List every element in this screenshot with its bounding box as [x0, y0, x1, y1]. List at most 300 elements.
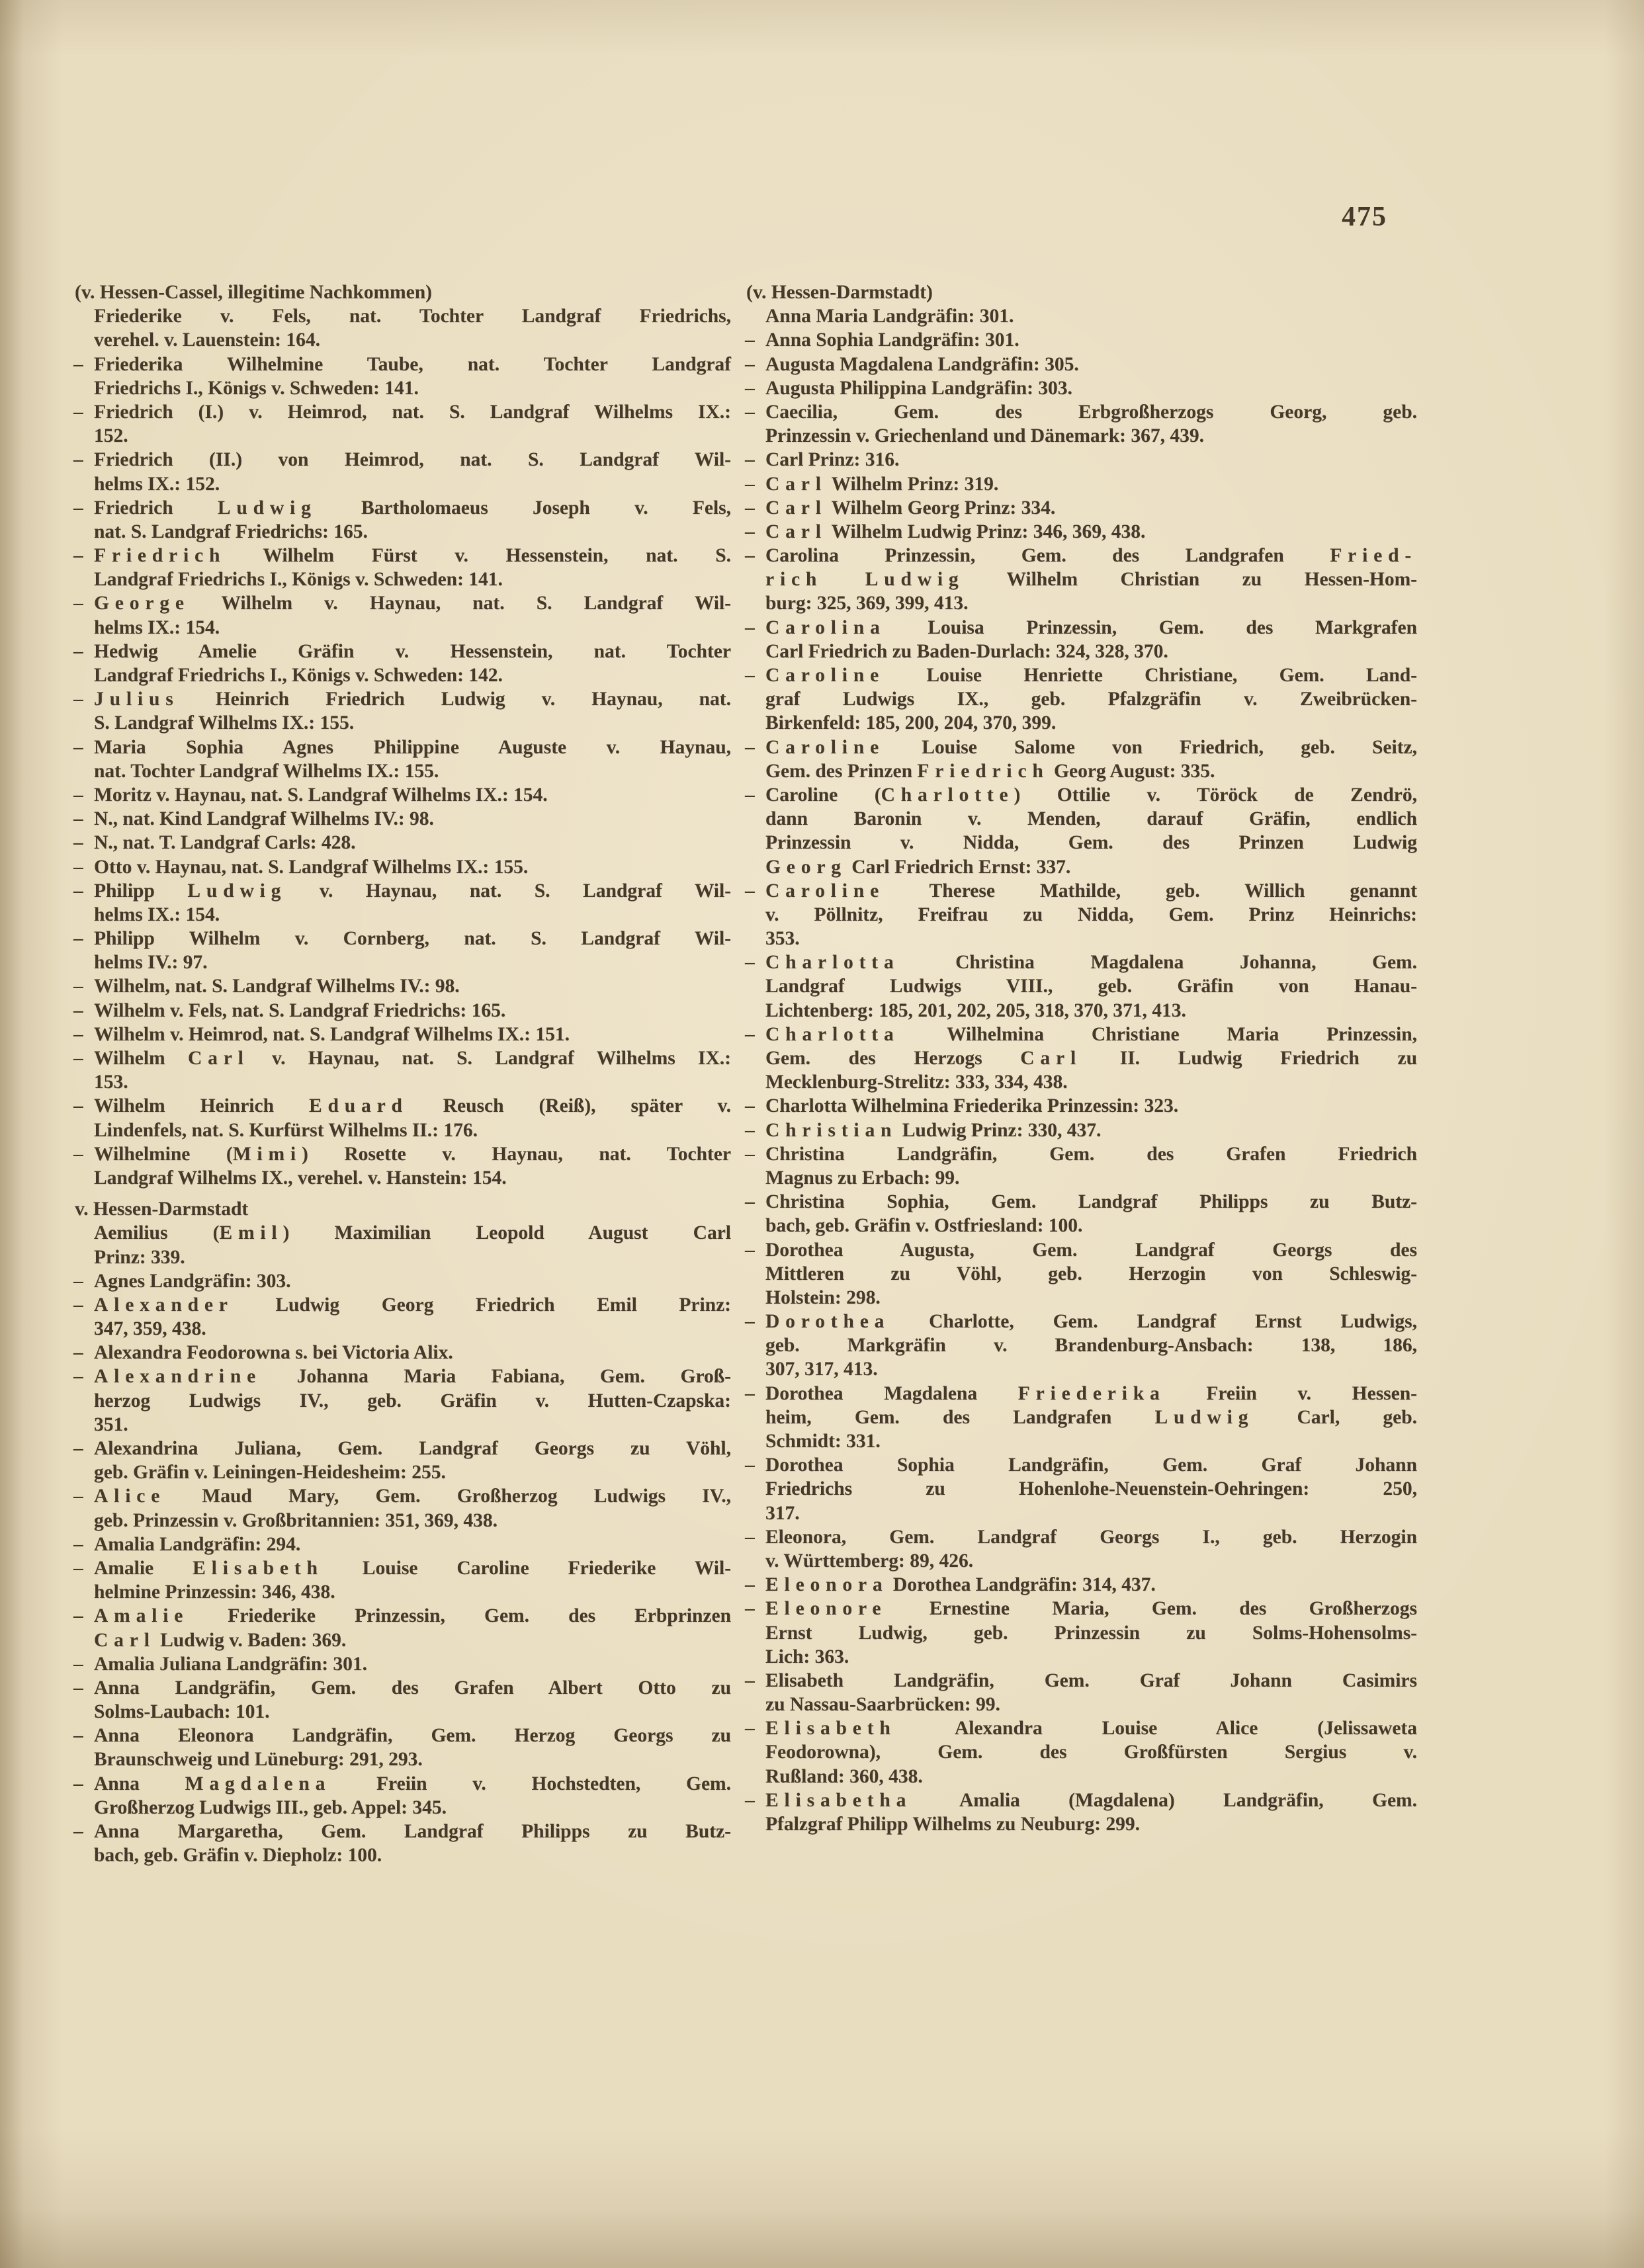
letterspaced-name: Charlotte — [881, 784, 1014, 806]
entry-dash: – — [745, 449, 755, 471]
index-entry — [745, 735, 1417, 783]
entry-dash: – — [73, 1486, 83, 1507]
index-entry — [73, 807, 731, 831]
entry-line: zu Nassau-Saarbrücken: 99. — [765, 1694, 1000, 1716]
index-entry — [73, 1533, 731, 1556]
entry-line: Friedrichs zu Hohenlohe-Neuenstein-Oehringen: 250, — [765, 1478, 1417, 1500]
entry-line: Mittleren zu Vöhl, geb. Herzogin von Schleswig- — [765, 1263, 1417, 1284]
entry-line: Philipp Ludwig v. Haynau, nat. S. Landgraf Wil- — [94, 880, 732, 902]
letterspaced-name: Alexander — [94, 1294, 234, 1316]
index-entry — [73, 855, 731, 879]
entry-line: v. Hessen-Darmstadt — [75, 1198, 249, 1220]
index-entry — [73, 1604, 731, 1652]
section-header — [746, 280, 1417, 304]
entry-dash: – — [745, 1598, 755, 1620]
entry-line: Alexandrina Juliana, Gem. Landgraf Georgs zu Vöhl, — [94, 1438, 731, 1459]
entry-line: Charlotta Wilhelmina Friederika Prinzessin: 323. — [765, 1095, 1179, 1117]
entry-line: Amalia Juliana Landgräfin: 301. — [94, 1653, 368, 1675]
entry-dash: – — [745, 1311, 755, 1333]
entry-line: 347, 359, 438. — [94, 1318, 206, 1340]
entry-line: geb. Prinzessin v. Großbritannien: 351, 369, 438. — [94, 1509, 498, 1531]
entry-dash: – — [73, 1095, 83, 1117]
index-entry — [745, 879, 1417, 951]
entry-line: Anna Magdalena Freiin v. Hochstedten, Gem. — [94, 1773, 731, 1794]
index-entry — [73, 1437, 731, 1484]
entry-dash: – — [73, 1557, 83, 1579]
entry-line: helms IX.: 154. — [94, 616, 220, 638]
entry-line: Friedrich (I.) v. Heimrod, nat. S. Landgraf Wilhelms IX.: — [94, 401, 731, 423]
entry-line: Gem. des Herzogs Carl II. Ludwig Friedrich zu — [765, 1048, 1417, 1069]
letterspaced-name: Ludwig — [865, 569, 965, 591]
entry-line: Landgraf Friedrichs I., Königs v. Schweden: 142. — [94, 665, 503, 686]
entry-line: 307, 317, 413. — [765, 1359, 878, 1380]
index-entry — [73, 1724, 731, 1771]
entry-dash: – — [745, 1023, 755, 1045]
entry-line: Otto v. Haynau, nat. S. Landgraf Wilhelms IX.: 155. — [94, 856, 529, 878]
entry-dash: – — [73, 832, 83, 854]
entry-line: Christian Ludwig Prinz: 330, 437. — [765, 1119, 1102, 1141]
entry-line: Carl Friedrich zu Baden-Durlach: 324, 328, 370. — [765, 640, 1168, 662]
entry-dash: – — [73, 1725, 83, 1747]
entry-line: Prinz: 339. — [94, 1246, 185, 1268]
entry-line: Charlotta Wilhelmina Christiane Maria Prinzessin, — [765, 1023, 1417, 1045]
entry-dash: – — [745, 1574, 755, 1596]
letterspaced-name: Emil — [219, 1222, 283, 1244]
entry-dash: – — [73, 1677, 83, 1699]
entry-dash: – — [745, 1095, 755, 1117]
entry-line: Dorothea Magdalena Friederika Freiin v. Hessen- — [765, 1382, 1417, 1404]
entry-dash: – — [73, 856, 83, 878]
letterspaced-name: Carl — [765, 473, 827, 495]
entry-dash: – — [745, 1454, 755, 1476]
entry-dash: – — [745, 353, 755, 375]
index-column-right — [746, 280, 1417, 1836]
letterspaced-name: George — [94, 593, 190, 614]
entry-dash: – — [745, 1119, 755, 1141]
entry-line: Gem. des Prinzen Friedrich Georg August: 335. — [765, 760, 1215, 782]
entry-line: Wilhelm Carl v. Haynau, nat. S. Landgraf Wilhelms IX.: — [94, 1048, 731, 1069]
letterspaced-name: Carl — [187, 1048, 249, 1069]
letterspaced-name: rich — [765, 569, 823, 591]
entry-line: Carolina Prinzessin, Gem. des Landgrafen Fried- — [765, 545, 1417, 567]
entry-line: Landgraf Friedrichs I., Königs v. Schweden: 141. — [94, 569, 503, 591]
entry-line: Feodorowna), Gem. des Großfürsten Sergius v. — [765, 1742, 1417, 1763]
entry-line: Friedrichs I., Königs v. Schweden: 141. — [94, 377, 419, 399]
index-entry — [745, 376, 1417, 400]
index-entry — [745, 783, 1417, 879]
entry-line: Eleonora, Gem. Landgraf Georgs I., geb. Herzogin — [765, 1526, 1417, 1548]
index-entry — [745, 520, 1417, 544]
index-entry — [745, 353, 1417, 376]
entry-line: Caroline (Charlotte) Ottilie v. Töröck de Zendrö, — [765, 784, 1417, 806]
index-entry — [745, 1118, 1417, 1142]
entry-line: Philipp Wilhelm v. Cornberg, nat. S. Landgraf Wil- — [94, 928, 731, 950]
entry-line: Lindenfels, nat. S. Kurfürst Wilhelms II.: 176. — [94, 1119, 478, 1141]
entry-dash: – — [73, 1366, 83, 1388]
index-entry — [73, 544, 731, 591]
entry-line: Caroline Louise Henriette Christiane, Gem. Land- — [765, 665, 1417, 686]
index-entry — [745, 496, 1417, 520]
entry-dash: – — [73, 928, 83, 950]
entry-line: Braunschweig und Lüneburg: 291, 293. — [94, 1749, 423, 1771]
entry-line: Prinzessin v. Griechenland und Dänemark: 367, 439. — [765, 425, 1204, 447]
entry-dash: – — [73, 808, 83, 830]
entry-dash: – — [745, 880, 755, 902]
entry-line: rich Ludwig Wilhelm Christian zu Hessen-Hom- — [765, 569, 1418, 591]
entry-line: Alexandra Feodorowna s. bei Victoria Alix. — [94, 1342, 453, 1364]
entry-dash: – — [745, 473, 755, 495]
entry-line: Prinzessin v. Nidda, Gem. des Prinzen Ludwig — [765, 832, 1417, 854]
letterspaced-name: Ludwig — [217, 497, 317, 519]
entry-dash: – — [73, 999, 83, 1021]
index-entry — [745, 1382, 1417, 1454]
index-entry — [745, 328, 1417, 352]
entry-line: 317. — [765, 1502, 800, 1524]
entry-dash: – — [73, 1270, 83, 1292]
entry-dash: – — [745, 497, 755, 519]
letterspaced-name: Magdalena — [185, 1773, 331, 1794]
entry-line: Christina Landgräfin, Gem. des Grafen Friedrich — [765, 1143, 1417, 1165]
entry-dash: – — [73, 1048, 83, 1069]
entry-line: Wilhelm v. Heimrod, nat. S. Landgraf Wilhelms IX.: 151. — [94, 1023, 570, 1045]
entry-line: bach, geb. Gräfin v. Ostfriesland: 100. — [765, 1215, 1083, 1237]
entry-line: heim, Gem. des Landgrafen Ludwig Carl, geb. — [765, 1406, 1417, 1428]
entry-line: Amalie Elisabeth Louise Caroline Friederike Wil- — [94, 1557, 732, 1579]
entry-line: Carl Wilhelm Prinz: 319. — [765, 473, 999, 495]
index-entry — [73, 783, 731, 807]
index-entry — [765, 304, 1417, 328]
entry-line: (v. Hessen-Darmstadt) — [746, 282, 933, 303]
index-entry — [73, 400, 731, 448]
entry-line: helms IV.: 97. — [94, 952, 208, 974]
entry-line: dann Baronin v. Menden, darauf Gräfin, endlich — [765, 808, 1417, 830]
entry-line: bach, geb. Gräfin v. Diepholz: 100. — [94, 1845, 382, 1867]
index-entry — [73, 496, 731, 544]
entry-dash: – — [745, 952, 755, 974]
entry-line: Caecilia, Gem. des Erbgroßherzogs Georg, geb. — [765, 401, 1417, 423]
page-number: 475 — [1342, 202, 1387, 232]
entry-line: Wilhelm, nat. S. Landgraf Wilhelms IV.: 98. — [94, 976, 460, 997]
letterspaced-name: Carl — [765, 497, 827, 519]
entry-line: nat. Tochter Landgraf Wilhelms IX.: 155. — [94, 760, 439, 782]
entry-line: N., nat. T. Landgraf Carls: 428. — [94, 832, 356, 854]
entry-line: 152. — [94, 425, 128, 447]
letterspaced-name: Carolina — [765, 616, 886, 638]
index-entry — [73, 1046, 731, 1094]
index-entry — [745, 1669, 1417, 1716]
entry-dash: – — [73, 545, 83, 567]
letterspaced-name: Mimi — [232, 1143, 302, 1165]
entry-line: Elisabeth Alexandra Louise Alice (Jelissaweta — [765, 1718, 1417, 1740]
entry-dash: – — [73, 784, 83, 806]
entry-line: Landgraf Wilhelms IX., verehel. v. Hanstein: 154. — [94, 1167, 507, 1189]
entry-dash: – — [73, 1438, 83, 1459]
entry-line: Carolina Louisa Prinzessin, Gem. des Markgrafen — [765, 616, 1417, 638]
letterspaced-name: Caroline — [765, 736, 885, 758]
letterspaced-name: Julius — [94, 689, 179, 710]
entry-line: 153. — [94, 1071, 128, 1093]
entry-dash: – — [745, 1526, 755, 1548]
letterspaced-name: Charlotta — [765, 952, 900, 974]
letterspaced-name: Carl — [94, 1629, 155, 1651]
entry-line: Friederika Wilhelmine Taube, nat. Tochter Landgraf — [94, 353, 731, 375]
entry-line: Friedrich Ludwig Bartholomaeus Joseph v. Fels, — [94, 497, 731, 519]
entry-dash: – — [745, 784, 755, 806]
entry-dash: – — [745, 1239, 755, 1261]
entry-line: verehel. v. Lauenstein: 164. — [94, 329, 320, 351]
entry-dash: – — [73, 1143, 83, 1165]
entry-dash: – — [73, 640, 83, 662]
entry-dash: – — [73, 976, 83, 997]
entry-dash: – — [73, 1533, 83, 1555]
entry-line: Moritz v. Haynau, nat. S. Landgraf Wilhelms IX.: 154. — [94, 784, 548, 806]
letterspaced-name: Friedrich — [917, 760, 1049, 782]
entry-dash: – — [73, 353, 83, 375]
letterspaced-name: Fried- — [1330, 545, 1417, 567]
index-entry — [73, 1365, 731, 1437]
entry-line: Alice Maud Mary, Gem. Großherzog Ludwigs IV., — [94, 1486, 731, 1507]
entry-line: Birkenfeld: 185, 200, 204, 370, 399. — [765, 712, 1057, 734]
index-entry — [745, 1023, 1417, 1095]
entry-line: Carl Wilhelm Georg Prinz: 334. — [765, 497, 1056, 519]
entry-line: N., nat. Kind Landgraf Wilhelms IV.: 98. — [94, 808, 434, 830]
letterspaced-name: Ludwig — [187, 880, 287, 902]
entry-dash: – — [73, 736, 83, 758]
index-entry — [745, 400, 1417, 448]
entry-line: 353. — [765, 928, 800, 950]
entry-dash: – — [745, 401, 755, 423]
entry-line: Großherzog Ludwigs III., geb. Appel: 345. — [94, 1796, 447, 1818]
entry-line: nat. S. Landgraf Friedrichs: 165. — [94, 521, 368, 542]
entry-dash: – — [73, 689, 83, 710]
index-entry — [73, 879, 732, 927]
letterspaced-name: Christian — [765, 1119, 898, 1141]
index-entry — [745, 1573, 1417, 1597]
index-entry — [94, 1221, 731, 1269]
section-header — [75, 1197, 731, 1221]
entry-line: Carl Wilhelm Ludwig Prinz: 346, 369, 438. — [765, 521, 1146, 542]
index-entry — [73, 640, 731, 687]
index-entry — [73, 687, 731, 735]
entry-dash: – — [745, 1718, 755, 1740]
entry-dash: – — [73, 497, 83, 519]
entry-line: Caroline Louise Salome von Friedrich, geb. Seitz, — [765, 736, 1417, 758]
index-entry — [73, 1094, 731, 1142]
letterspaced-name: Alice — [94, 1486, 166, 1507]
index-entry — [73, 591, 731, 639]
entry-line: Friedrich (II.) von Heimrod, nat. S. Landgraf Wil- — [94, 449, 731, 471]
index-entry — [73, 1676, 731, 1724]
entry-dash: – — [73, 880, 83, 902]
index-entry — [745, 472, 1417, 496]
entry-line: burg: 325, 369, 399, 413. — [765, 593, 969, 614]
letterspaced-name: Eduard — [308, 1095, 408, 1117]
index-entry — [73, 1293, 731, 1341]
letterspaced-name: Alexandrine — [94, 1366, 262, 1388]
entry-dash: – — [73, 1342, 83, 1364]
entry-line: Julius Heinrich Friedrich Ludwig v. Haynau, nat. — [94, 689, 731, 710]
index-column-left — [75, 280, 731, 1867]
entry-line: helms IX.: 152. — [94, 473, 220, 495]
index-entry — [73, 1652, 731, 1676]
entry-dash: – — [73, 1773, 83, 1794]
entry-line: Georg Carl Friedrich Ernst: 337. — [765, 856, 1071, 878]
entry-line: Carl Ludwig v. Baden: 369. — [94, 1629, 347, 1651]
entry-line: Rußland: 360, 438. — [765, 1765, 923, 1787]
entry-line: Magnus zu Erbach: 99. — [765, 1167, 960, 1189]
letterspaced-name: Friedrich — [94, 545, 226, 567]
entry-line: herzog Ludwigs IV., geb. Gräfin v. Hutten-Czapska: — [94, 1390, 731, 1411]
entry-line: Landgraf Ludwigs VIII., geb. Gräfin von Hanau- — [765, 976, 1417, 997]
letterspaced-name: Friederika — [1017, 1382, 1166, 1404]
index-entry — [73, 448, 731, 495]
index-entry — [745, 1142, 1417, 1190]
letterspaced-name: Caroline — [765, 880, 885, 902]
entry-dash: – — [745, 545, 755, 567]
index-entry — [73, 1269, 731, 1293]
entry-line: helmine Prinzessin: 346, 438. — [94, 1581, 335, 1603]
entry-dash: – — [745, 1191, 755, 1213]
letterspaced-name: Ludwig — [1154, 1406, 1254, 1428]
index-entry — [73, 353, 731, 400]
entry-line: Carl Prinz: 316. — [765, 449, 900, 471]
index-entry — [73, 831, 731, 855]
entry-line: Anna Maria Landgräfin: 301. — [765, 306, 1014, 327]
entry-line: geb. Markgräfin v. Brandenburg-Ansbach: 138, 186, — [765, 1335, 1417, 1357]
index-entry — [73, 1556, 732, 1604]
entry-dash: – — [745, 377, 755, 399]
entry-dash: – — [73, 1605, 83, 1627]
entry-line: v. Württemberg: 89, 426. — [765, 1550, 974, 1572]
entry-line: Amalia Landgräfin: 294. — [94, 1533, 301, 1555]
entry-line: Augusta Magdalena Landgräfin: 305. — [765, 353, 1079, 375]
entry-dash: – — [73, 1294, 83, 1316]
entry-line: Eleonore Ernestine Maria, Gem. des Großherzogs — [765, 1598, 1417, 1620]
letterspaced-name: Elisabeth — [765, 1718, 896, 1740]
entry-line: Lich: 363. — [765, 1646, 849, 1667]
index-entry — [94, 304, 731, 352]
entry-dash: – — [745, 1789, 755, 1811]
index-entry — [73, 1341, 731, 1365]
entry-dash: – — [745, 521, 755, 542]
index-entry — [745, 448, 1417, 472]
index-entry — [73, 1142, 731, 1190]
entry-line: Hedwig Amelie Gräfin v. Hessenstein, nat. Tochter — [94, 640, 731, 662]
entry-line: George Wilhelm v. Haynau, nat. S. Landgraf Wil- — [94, 593, 731, 614]
section-header — [75, 280, 731, 304]
entry-line: Anna Landgräfin, Gem. des Grafen Albert Otto zu — [94, 1677, 731, 1699]
index-entry — [73, 735, 731, 783]
entry-line: Anna Eleonora Landgräfin, Gem. Herzog Georgs zu — [94, 1725, 731, 1747]
entry-line: Elisabeth Landgräfin, Gem. Graf Johann Casimirs — [765, 1669, 1417, 1691]
letterspaced-name: Charlotta — [765, 1023, 900, 1045]
index-entry — [745, 544, 1418, 616]
entry-line: Alexander Ludwig Georg Friedrich Emil Prinz: — [94, 1294, 731, 1316]
index-entry — [73, 1484, 731, 1532]
entry-line: Maria Sophia Agnes Philippine Auguste v. Haynau, — [94, 736, 731, 758]
index-entry — [73, 974, 731, 998]
index-entry — [745, 1716, 1417, 1788]
entry-line: Eleonora Dorothea Landgräfin: 314, 437. — [765, 1574, 1156, 1596]
letterspaced-name: Dorothea — [765, 1311, 890, 1333]
entry-line: graf Ludwigs IX., geb. Pfalzgräfin v. Zweibrücken- — [765, 689, 1417, 710]
letterspaced-name: Amalie — [94, 1605, 189, 1627]
letterspaced-name: Eleonora — [765, 1574, 888, 1596]
index-entry — [745, 1190, 1417, 1238]
entry-line: Charlotta Christina Magdalena Johanna, Gem. — [765, 952, 1417, 974]
index-entry — [745, 1238, 1417, 1310]
letterspaced-name: Eleonore — [765, 1598, 887, 1620]
entry-line: (v. Hessen-Cassel, illegitime Nachkommen) — [75, 282, 432, 303]
index-entry — [73, 1023, 731, 1046]
index-entry — [73, 1820, 731, 1867]
entry-dash: – — [745, 736, 755, 758]
index-entry — [745, 1788, 1417, 1836]
entry-line: Pfalzgraf Philipp Wilhelms zu Neuburg: 299. — [765, 1814, 1140, 1835]
entry-dash: – — [745, 616, 755, 638]
index-entry — [73, 999, 731, 1023]
entry-dash: – — [73, 1653, 83, 1675]
entry-line: Anna Margaretha, Gem. Landgraf Philipps zu Butz- — [94, 1821, 731, 1842]
entry-dash: – — [745, 1382, 755, 1404]
entry-line: helms IX.: 154. — [94, 903, 220, 925]
entry-line: Christina Sophia, Gem. Landgraf Philipps zu Butz- — [765, 1191, 1417, 1213]
letterspaced-name: Elisabetha — [765, 1789, 912, 1811]
entry-dash: – — [745, 1669, 755, 1691]
index-entry — [73, 927, 731, 974]
letterspaced-name: Caroline — [765, 665, 885, 686]
entry-dash: – — [745, 329, 755, 351]
entry-line: Wilhelm Heinrich Eduard Reusch (Reiß), später v. — [94, 1095, 731, 1117]
entry-dash: – — [73, 449, 83, 471]
entry-line: Ernst Ludwig, geb. Prinzessin zu Solms-Hohensolms- — [765, 1622, 1417, 1644]
entry-dash: – — [73, 1821, 83, 1842]
entry-dash: – — [73, 401, 83, 423]
entry-line: Mecklenburg-Strelitz: 333, 334, 438. — [765, 1071, 1068, 1093]
entry-line: Schmidt: 331. — [765, 1431, 881, 1452]
letterspaced-name: Elisabeth — [193, 1557, 324, 1579]
index-entry — [745, 616, 1417, 663]
letterspaced-name: Carl — [765, 521, 827, 542]
index-entry — [745, 1310, 1417, 1382]
entry-dash: – — [73, 593, 83, 614]
entry-line: Alexandrine Johanna Maria Fabiana, Gem. Groß- — [94, 1366, 731, 1388]
entry-line: Dorothea Sophia Landgräfin, Gem. Graf Johann — [765, 1454, 1417, 1476]
entry-dash: – — [73, 1023, 83, 1045]
entry-line: Amalie Friederike Prinzessin, Gem. des Erbprinzen — [94, 1605, 731, 1627]
entry-dash: – — [745, 665, 755, 686]
index-entry — [745, 1094, 1417, 1118]
entry-line: Caroline Therese Mathilde, geb. Willich genannt — [765, 880, 1417, 902]
entry-line: 351. — [94, 1413, 128, 1435]
entry-line: Solms-Laubach: 101. — [94, 1701, 270, 1723]
index-entry — [73, 1772, 731, 1820]
index-entry — [745, 1597, 1417, 1669]
entry-line: geb. Gräfin v. Leiningen-Heidesheim: 255. — [94, 1462, 446, 1484]
entry-line: Elisabetha Amalia (Magdalena) Landgräfin, Gem. — [765, 1789, 1417, 1811]
entry-line: Wilhelmine (Mimi) Rosette v. Haynau, nat. Tochter — [94, 1143, 731, 1165]
entry-line: v. Pöllnitz, Freifrau zu Nidda, Gem. Prinz Heinrichs: — [765, 903, 1417, 925]
index-entry — [745, 1453, 1417, 1525]
entry-line: S. Landgraf Wilhelms IX.: 155. — [94, 712, 355, 734]
entry-dash: – — [745, 1143, 755, 1165]
entry-line: Wilhelm v. Fels, nat. S. Landgraf Friedrichs: 165. — [94, 999, 506, 1021]
index-entry — [745, 663, 1417, 735]
entry-line: Friederike v. Fels, nat. Tochter Landgraf Friedrichs, — [94, 306, 731, 327]
entry-line: Augusta Philippina Landgräfin: 303. — [765, 377, 1072, 399]
letterspaced-name: Carl — [1020, 1048, 1082, 1069]
entry-line: Dorothea Augusta, Gem. Landgraf Georgs des — [765, 1239, 1417, 1261]
